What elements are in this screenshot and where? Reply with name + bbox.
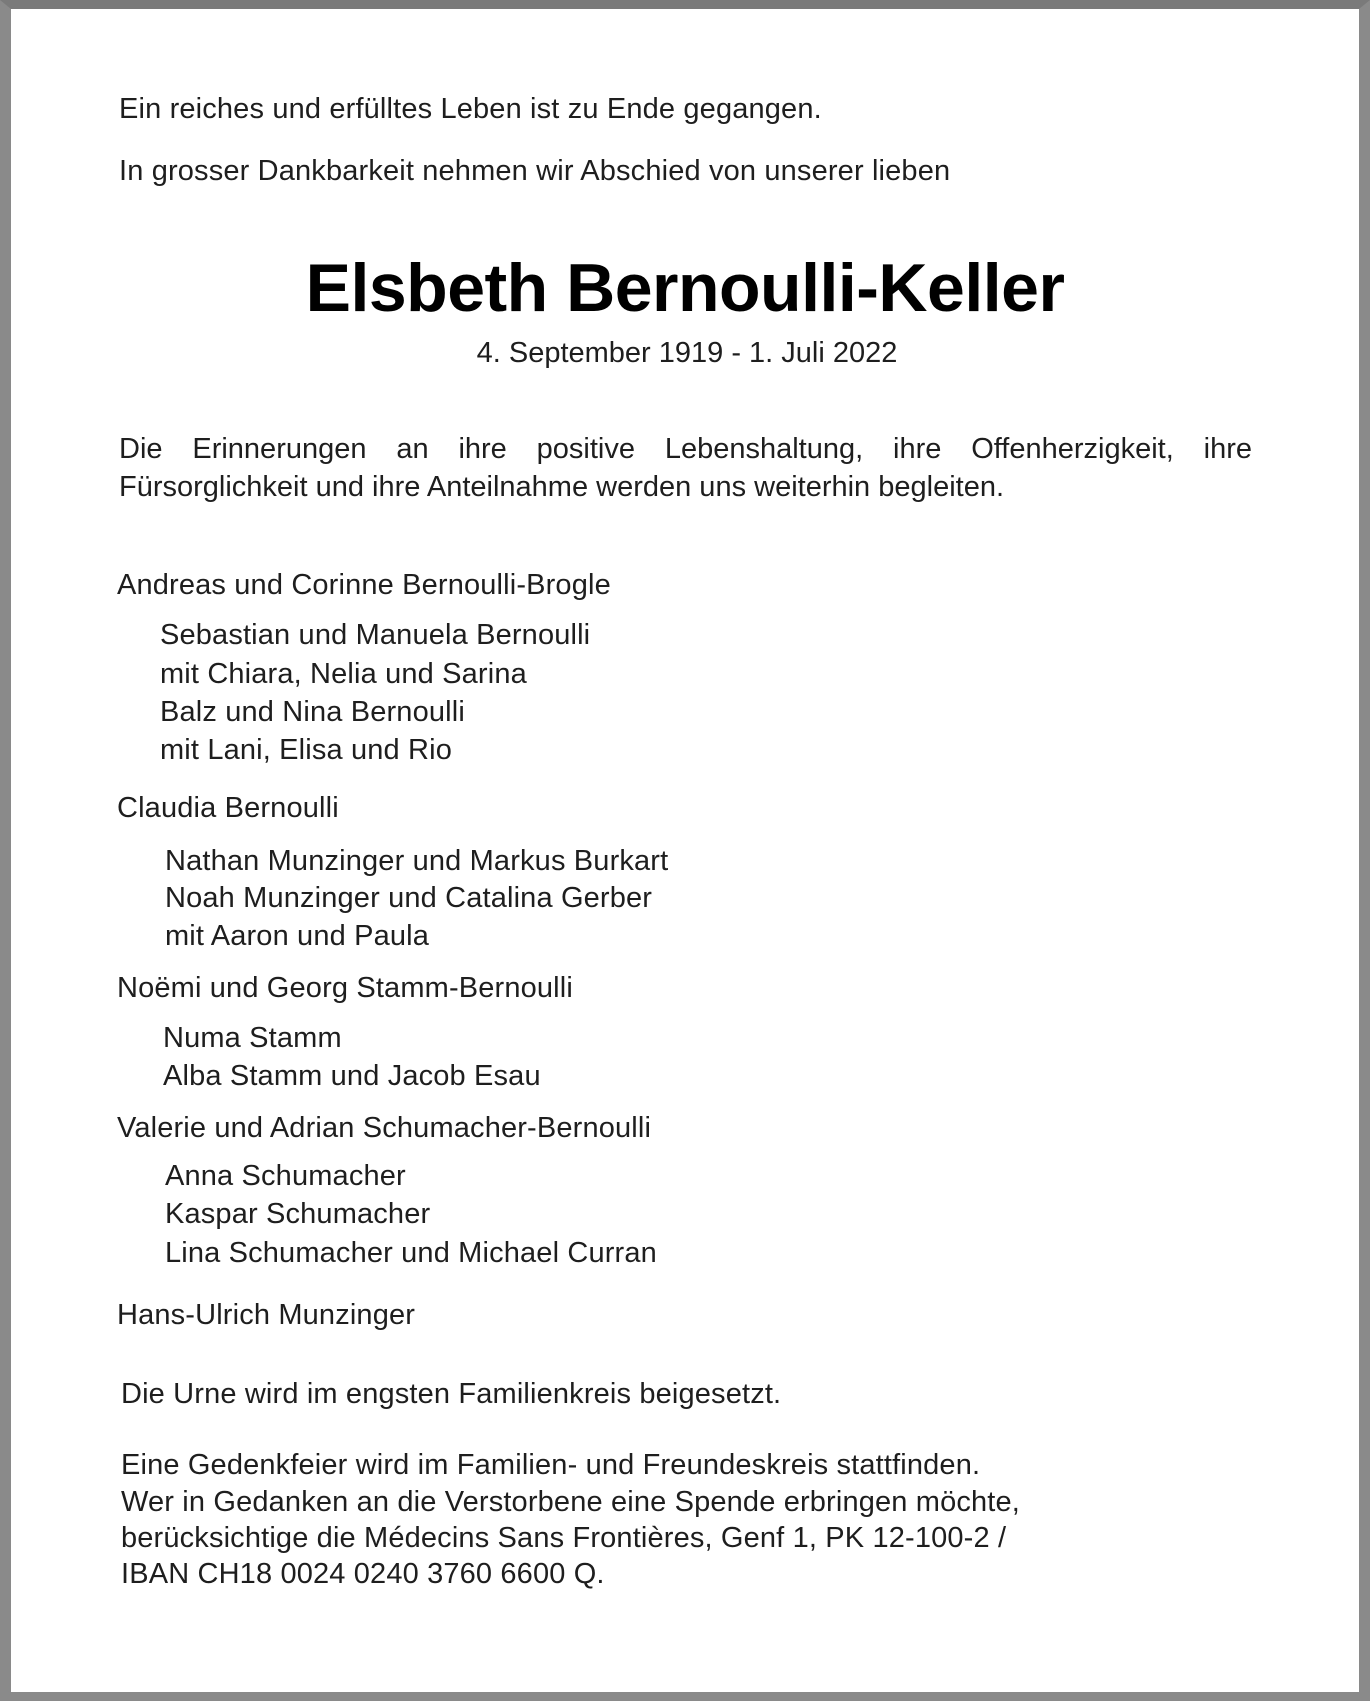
remembrance-line-1: Die Erinnerungen an ihre positive Lebenshaltung, ihre Offenherzigkeit, ihre xyxy=(119,433,1252,465)
mourner-member: Balz und Nina Bernoulli xyxy=(160,696,465,728)
mourner-head-4: Valerie und Adrian Schumacher-Bernoulli xyxy=(117,1112,652,1144)
mourner-head-1: Andreas und Corinne Bernoulli-Brogle xyxy=(117,569,611,601)
remembrance-line-2: Fürsorglichkeit und ihre Anteilnahme werden uns weiterhin begleiten. xyxy=(119,471,1005,503)
memorial-line-4: IBAN CH18 0024 0240 3760 6600 Q. xyxy=(121,1558,605,1590)
mourner-member: mit Lani, Elisa und Rio xyxy=(160,734,452,766)
mourner-head-5: Hans-Ulrich Munzinger xyxy=(117,1299,416,1331)
memorial-line-2: Wer in Gedanken an die Verstorbene eine Spende erbringen möchte, xyxy=(121,1486,1020,1518)
urn-notice: Die Urne wird im engsten Familienkreis beigesetzt. xyxy=(121,1378,782,1410)
mourner-member: Nathan Munzinger und Markus Burkart xyxy=(165,845,669,877)
mourner-member: Noah Munzinger und Catalina Gerber xyxy=(165,882,653,914)
mourner-member: Lina Schumacher und Michael Curran xyxy=(165,1237,657,1269)
mourner-member: mit Chiara, Nelia und Sarina xyxy=(160,658,527,690)
life-dates: 4. September 1919 - 1. Juli 2022 xyxy=(476,337,898,369)
intro-line-2: In grosser Dankbarkeit nehmen wir Abschied von unserer lieben xyxy=(119,155,951,187)
mourner-member: Kaspar Schumacher xyxy=(165,1198,431,1230)
mourner-member: mit Aaron und Paula xyxy=(165,920,430,952)
intro-line-1: Ein reiches und erfülltes Leben ist zu Ende gegangen. xyxy=(119,93,822,125)
mourner-member: Sebastian und Manuela Bernoulli xyxy=(160,619,591,651)
mourner-member: Anna Schumacher xyxy=(165,1160,406,1192)
mourner-member: Numa Stamm xyxy=(163,1022,342,1054)
memorial-line-3: berücksichtige die Médecins Sans Frontières, Genf 1, PK 12-100-2 / xyxy=(121,1522,1007,1554)
remembrance-text xyxy=(119,430,1252,506)
memorial-line-1: Eine Gedenkfeier wird im Familien- und Freundeskreis stattfinden. xyxy=(121,1449,981,1481)
mourner-member: Alba Stamm und Jacob Esau xyxy=(163,1060,541,1092)
deceased-name: Elsbeth Bernoulli-Keller xyxy=(305,250,1065,326)
mourner-head-2: Claudia Bernoulli xyxy=(117,792,339,824)
mourner-head-3: Noëmi und Georg Stamm-Bernoulli xyxy=(117,972,573,1004)
